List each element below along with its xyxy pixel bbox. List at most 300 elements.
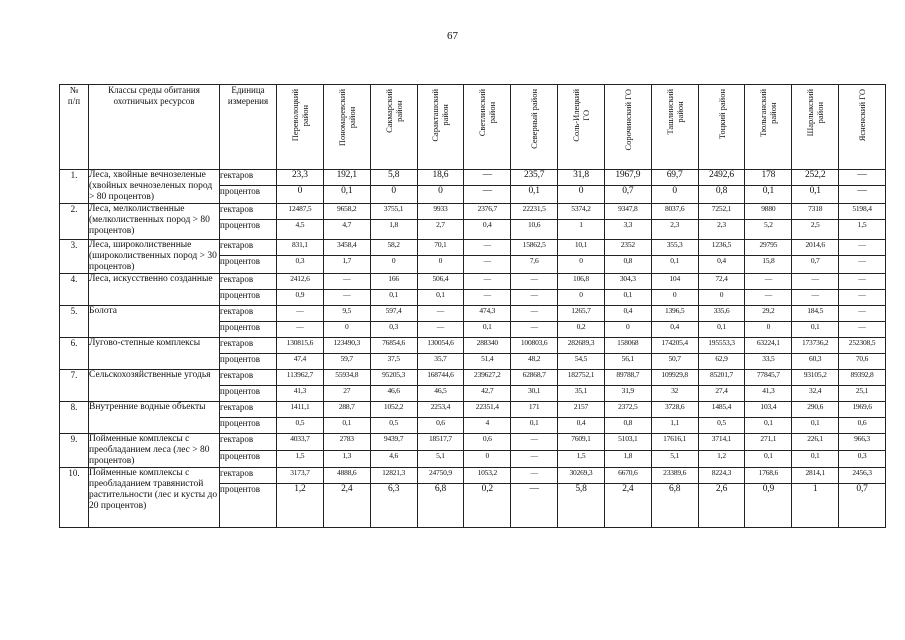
value-percent: 0	[558, 290, 605, 306]
value-hectares: 62868,7	[511, 370, 558, 386]
row-number: 10.	[60, 468, 89, 528]
row-number: 2.	[60, 204, 89, 240]
value-percent: 0	[370, 186, 417, 204]
header-district: Светлинский район	[464, 85, 511, 170]
unit-hectares: гектаров	[220, 204, 277, 220]
habitat-class: Леса, мелколиственные (мелколиственных пород > 80 процентов)	[89, 204, 220, 240]
unit-hectares: гектаров	[220, 370, 277, 386]
table-row	[60, 370, 886, 386]
table-body	[60, 170, 886, 528]
value-hectares: 17616,1	[651, 434, 698, 451]
value-hectares: 103,4	[745, 402, 792, 418]
value-percent: 46,5	[417, 386, 464, 402]
unit-hectares: гектаров	[220, 306, 277, 322]
value-percent: —	[839, 186, 886, 204]
header-district: Переволоцкий район	[277, 85, 324, 170]
value-percent: 0,1	[792, 322, 839, 338]
value-percent: 2,3	[698, 220, 745, 240]
value-hectares: 130054,6	[417, 338, 464, 354]
row-number: 6.	[60, 338, 89, 370]
header-district: Тоцкий район	[698, 85, 745, 170]
value-hectares: 30269,3	[558, 468, 605, 484]
header-num: № п/п	[60, 85, 89, 170]
row-number: 8.	[60, 402, 89, 434]
value-percent: 41,3	[745, 386, 792, 402]
value-percent: 5,2	[745, 220, 792, 240]
value-percent: 30,1	[511, 386, 558, 402]
value-hectares: 89392,8	[839, 370, 886, 386]
value-hectares: 76854,6	[370, 338, 417, 354]
header-district: Тюльганский район	[745, 85, 792, 170]
value-percent: 4	[464, 418, 511, 434]
value-hectares: 171	[511, 402, 558, 418]
value-hectares: 69,7	[651, 170, 698, 186]
value-percent: 0,2	[464, 484, 511, 528]
value-percent: 1	[558, 220, 605, 240]
value-hectares: —	[511, 434, 558, 451]
value-hectares: 31,8	[558, 170, 605, 186]
value-percent: 0	[698, 290, 745, 306]
value-percent: 0,8	[698, 186, 745, 204]
value-percent: 2,4	[323, 484, 370, 528]
value-hectares: —	[745, 274, 792, 290]
value-hectares: 226,1	[792, 434, 839, 451]
habitat-class: Пойменные комплексы с преобладанием леса (лес > 80 процентов)	[89, 434, 220, 468]
value-percent: 10,6	[511, 220, 558, 240]
value-percent: 0,1	[745, 418, 792, 434]
value-percent: 0,1	[323, 418, 370, 434]
value-percent: 0,1	[745, 186, 792, 204]
value-percent: —	[511, 322, 558, 338]
value-hectares: 77845,7	[745, 370, 792, 386]
value-hectares: 3173,7	[277, 468, 324, 484]
value-hectares: 252,2	[792, 170, 839, 186]
unit-percent: процентов	[220, 220, 277, 240]
value-percent: 0,1	[651, 256, 698, 274]
value-hectares: 5374,2	[558, 204, 605, 220]
habitat-class: Сельскохозяйственные угодья	[89, 370, 220, 402]
value-percent: —	[511, 451, 558, 468]
value-hectares: 335,6	[698, 306, 745, 322]
table-row	[60, 274, 886, 290]
value-percent: 27	[323, 386, 370, 402]
value-hectares: 3714,1	[698, 434, 745, 451]
value-percent: 0	[604, 322, 651, 338]
habitat-class: Болота	[89, 306, 220, 338]
value-percent: 1,5	[839, 220, 886, 240]
unit-hectares: гектаров	[220, 434, 277, 451]
value-percent: 0,4	[698, 256, 745, 274]
value-percent: 0,9	[277, 290, 324, 306]
value-hectares: 5198,4	[839, 204, 886, 220]
table-row	[60, 240, 886, 256]
value-percent: 6,8	[417, 484, 464, 528]
value-hectares: 4033,7	[277, 434, 324, 451]
value-percent: 5,1	[417, 451, 464, 468]
value-percent: 0	[651, 186, 698, 204]
value-hectares: —	[511, 306, 558, 322]
value-hectares: 474,3	[464, 306, 511, 322]
value-hectares: 2783	[323, 434, 370, 451]
value-hectares: 1485,4	[698, 402, 745, 418]
value-percent: —	[464, 290, 511, 306]
value-percent: 47,4	[277, 354, 324, 370]
unit-percent: процентов	[220, 290, 277, 306]
row-number: 4.	[60, 274, 89, 306]
value-hectares: 290,6	[792, 402, 839, 418]
value-percent: 0	[651, 290, 698, 306]
value-hectares: —	[464, 240, 511, 256]
row-number: 3.	[60, 240, 89, 274]
value-hectares: 166	[370, 274, 417, 290]
value-percent: 7,6	[511, 256, 558, 274]
value-percent: 0	[277, 186, 324, 204]
value-percent: 0	[745, 322, 792, 338]
unit-hectares: гектаров	[220, 170, 277, 186]
value-hectares: 95205,3	[370, 370, 417, 386]
unit-hectares: гектаров	[220, 468, 277, 484]
value-hectares: 123490,3	[323, 338, 370, 354]
value-percent: 42,7	[464, 386, 511, 402]
habitat-class: Пойменные комплексы с преобладанием травянистой растительности (лес и кусты до 20 процентов)	[89, 468, 220, 528]
value-percent: 6,8	[651, 484, 698, 528]
page-number: 67	[447, 30, 458, 42]
value-hectares: 85201,7	[698, 370, 745, 386]
value-hectares: 8037,6	[651, 204, 698, 220]
value-percent: 0,1	[792, 186, 839, 204]
value-hectares: 8224,3	[698, 468, 745, 484]
header-district: Пономаревский район	[323, 85, 370, 170]
row-number: 1.	[60, 170, 89, 204]
value-hectares: 22351,4	[464, 402, 511, 418]
header-district: Северный район	[511, 85, 558, 170]
unit-percent: процентов	[220, 451, 277, 468]
value-hectares: 304,3	[604, 274, 651, 290]
value-hectares: 966,3	[839, 434, 886, 451]
value-hectares: —	[511, 274, 558, 290]
value-percent: 0,1	[604, 290, 651, 306]
value-hectares: 2456,3	[839, 468, 886, 484]
value-percent: 5,1	[651, 451, 698, 468]
value-percent: 46,6	[370, 386, 417, 402]
value-hectares: 1265,7	[558, 306, 605, 322]
habitat-class: Леса, искусственно созданные	[89, 274, 220, 306]
value-percent: —	[839, 322, 886, 338]
value-percent: 1,8	[604, 451, 651, 468]
header-district: Сакмарский район	[370, 85, 417, 170]
value-percent: 0,8	[604, 418, 651, 434]
value-hectares: 5,8	[370, 170, 417, 186]
value-hectares: 7318	[792, 204, 839, 220]
value-percent: 2,7	[417, 220, 464, 240]
value-hectares: 597,4	[370, 306, 417, 322]
value-hectares: 1411,1	[277, 402, 324, 418]
value-percent: 2,4	[604, 484, 651, 528]
value-hectares: 158068	[604, 338, 651, 354]
table-header	[60, 85, 886, 170]
value-hectares: 7252,1	[698, 204, 745, 220]
value-hectares: 3728,6	[651, 402, 698, 418]
value-hectares: 1053,2	[464, 468, 511, 484]
habitat-class: Леса, хвойные вечнозеленые (хвойных вечнозеленых пород > 80 процентов)	[89, 170, 220, 204]
value-hectares: —	[323, 274, 370, 290]
unit-hectares: гектаров	[220, 274, 277, 290]
value-hectares: 1052,2	[370, 402, 417, 418]
value-percent: 1,7	[323, 256, 370, 274]
value-hectares: 1967,9	[604, 170, 651, 186]
value-percent: 2,6	[698, 484, 745, 528]
value-hectares: 72,4	[698, 274, 745, 290]
value-percent: 0,4	[558, 418, 605, 434]
value-percent: —	[839, 290, 886, 306]
value-hectares: —	[464, 274, 511, 290]
value-percent: 1,3	[323, 451, 370, 468]
value-hectares: 3755,1	[370, 204, 417, 220]
value-hectares: 174205,4	[651, 338, 698, 354]
value-percent: 0,5	[370, 418, 417, 434]
value-percent: 0,4	[464, 220, 511, 240]
value-percent: 50,7	[651, 354, 698, 370]
value-percent: 0	[417, 186, 464, 204]
header-unit: Единица измерения	[220, 85, 277, 170]
value-percent: 51,4	[464, 354, 511, 370]
value-percent: 0,5	[698, 418, 745, 434]
header-district: Соль-Илецкий ГО	[558, 85, 605, 170]
value-percent: 0,1	[464, 322, 511, 338]
value-hectares: 0,6	[464, 434, 511, 451]
value-percent: 0,5	[277, 418, 324, 434]
value-hectares: 29795	[745, 240, 792, 256]
value-percent: 0,1	[792, 451, 839, 468]
value-percent: 48,2	[511, 354, 558, 370]
value-hectares: 9658,2	[323, 204, 370, 220]
unit-percent: процентов	[220, 418, 277, 434]
value-hectares: —	[839, 240, 886, 256]
value-percent: 0,9	[745, 484, 792, 528]
value-hectares: 192,1	[323, 170, 370, 186]
value-percent: —	[464, 256, 511, 274]
value-hectares: 7609,1	[558, 434, 605, 451]
value-hectares: —	[277, 306, 324, 322]
value-hectares: 2014,6	[792, 240, 839, 256]
value-percent: 2,3	[651, 220, 698, 240]
value-hectares: —	[511, 468, 558, 484]
value-percent: 37,5	[370, 354, 417, 370]
value-hectares: 70,1	[417, 240, 464, 256]
value-percent: 0,4	[651, 322, 698, 338]
value-percent: 0,2	[558, 322, 605, 338]
value-hectares: 506,4	[417, 274, 464, 290]
header-district: Ясненский ГО	[839, 85, 886, 170]
value-percent: 0,8	[604, 256, 651, 274]
value-hectares: —	[839, 170, 886, 186]
value-percent: 5,8	[558, 484, 605, 528]
value-hectares: 12821,3	[370, 468, 417, 484]
value-percent: 1,2	[277, 484, 324, 528]
value-percent: 0,1	[792, 418, 839, 434]
value-hectares: 195553,3	[698, 338, 745, 354]
unit-percent: процентов	[220, 354, 277, 370]
unit-hectares: гектаров	[220, 402, 277, 418]
value-hectares: 9880	[745, 204, 792, 220]
value-hectares: 106,8	[558, 274, 605, 290]
value-hectares: 252308,5	[839, 338, 886, 354]
value-hectares: 2253,4	[417, 402, 464, 418]
value-percent: 0,1	[370, 290, 417, 306]
row-number: 5.	[60, 306, 89, 338]
unit-percent: процентов	[220, 322, 277, 338]
value-percent: —	[792, 290, 839, 306]
value-percent: 1,8	[370, 220, 417, 240]
value-percent: —	[464, 186, 511, 204]
value-hectares: 55934,8	[323, 370, 370, 386]
table-row	[60, 170, 886, 186]
value-hectares: 2157	[558, 402, 605, 418]
value-percent: 60,3	[792, 354, 839, 370]
value-percent: 0,6	[839, 418, 886, 434]
value-hectares: 182752,1	[558, 370, 605, 386]
value-hectares: 271,1	[745, 434, 792, 451]
habitat-class: Внутренние водные объекты	[89, 402, 220, 434]
value-percent: 0	[558, 256, 605, 274]
value-percent: 0,1	[745, 451, 792, 468]
value-percent: 0,7	[792, 256, 839, 274]
value-hectares: 109929,8	[651, 370, 698, 386]
value-percent: 25,1	[839, 386, 886, 402]
row-number: 9.	[60, 434, 89, 468]
value-hectares: 5103,1	[604, 434, 651, 451]
header-class: Классы среды обитания охотничьих ресурсов	[89, 85, 220, 170]
value-hectares: 235,7	[511, 170, 558, 186]
value-hectares: 0,4	[604, 306, 651, 322]
value-percent: 32,4	[792, 386, 839, 402]
value-hectares: 18,6	[417, 170, 464, 186]
value-hectares: 9439,7	[370, 434, 417, 451]
value-percent: 0,7	[839, 484, 886, 528]
habitat-class: Леса, широколиственные (широколиственных пород > 30 процентов)	[89, 240, 220, 274]
header-district: Шарлыкский район	[792, 85, 839, 170]
value-hectares: 2492,6	[698, 170, 745, 186]
header-district: Ташлинский район	[651, 85, 698, 170]
table-row	[60, 468, 886, 484]
value-hectares: 178	[745, 170, 792, 186]
value-hectares: 22231,5	[511, 204, 558, 220]
value-hectares: 29,2	[745, 306, 792, 322]
header-district: Сорочинский ГО	[604, 85, 651, 170]
value-percent: 35,1	[558, 386, 605, 402]
value-percent: 54,5	[558, 354, 605, 370]
value-percent: 0,1	[698, 322, 745, 338]
unit-percent: процентов	[220, 386, 277, 402]
value-hectares: 355,3	[651, 240, 698, 256]
value-percent: 56,1	[604, 354, 651, 370]
value-hectares: 831,1	[277, 240, 324, 256]
value-hectares: 239627,2	[464, 370, 511, 386]
value-hectares: 58,2	[370, 240, 417, 256]
value-hectares: 10,1	[558, 240, 605, 256]
value-percent: 6,3	[370, 484, 417, 528]
value-percent: 1,5	[277, 451, 324, 468]
value-hectares: 100803,6	[511, 338, 558, 354]
table-row	[60, 204, 886, 220]
value-hectares: 6670,6	[604, 468, 651, 484]
value-hectares: 4888,6	[323, 468, 370, 484]
value-percent: 35,7	[417, 354, 464, 370]
value-percent: —	[511, 290, 558, 306]
value-percent: 32	[651, 386, 698, 402]
value-hectares: 89788,7	[604, 370, 651, 386]
value-hectares: 282689,3	[558, 338, 605, 354]
value-hectares: 23389,6	[651, 468, 698, 484]
value-hectares: 288,7	[323, 402, 370, 418]
value-hectares: 2376,7	[464, 204, 511, 220]
value-percent: 0,3	[839, 451, 886, 468]
value-percent: 1,1	[651, 418, 698, 434]
value-percent: 0	[370, 256, 417, 274]
table-row	[60, 402, 886, 418]
value-percent: 1,2	[698, 451, 745, 468]
value-hectares: 2352	[604, 240, 651, 256]
value-hectares: 3458,4	[323, 240, 370, 256]
unit-percent: процентов	[220, 256, 277, 274]
unit-hectares: гектаров	[220, 338, 277, 354]
habitat-class: Лугово-степные комплексы	[89, 338, 220, 370]
unit-percent: процентов	[220, 484, 277, 528]
header-district: Саракташский район	[417, 85, 464, 170]
value-percent: 0,3	[277, 256, 324, 274]
value-percent: 2,5	[792, 220, 839, 240]
unit-percent: процентов	[220, 186, 277, 204]
value-hectares: 1396,5	[651, 306, 698, 322]
value-hectares: —	[464, 170, 511, 186]
value-hectares: —	[839, 274, 886, 290]
value-hectares: 23,3	[277, 170, 324, 186]
value-hectares: 9933	[417, 204, 464, 220]
table-row	[60, 306, 886, 322]
value-hectares: —	[792, 274, 839, 290]
value-hectares: 2814,1	[792, 468, 839, 484]
value-percent: 0,1	[323, 186, 370, 204]
value-hectares: 93105,2	[792, 370, 839, 386]
value-hectares: 12487,5	[277, 204, 324, 220]
value-hectares: 184,5	[792, 306, 839, 322]
value-hectares: —	[417, 306, 464, 322]
value-percent: 0,1	[511, 418, 558, 434]
value-hectares: 288340	[464, 338, 511, 354]
value-hectares: 18517,7	[417, 434, 464, 451]
value-percent: 4,6	[370, 451, 417, 468]
value-hectares: 173736,2	[792, 338, 839, 354]
value-percent: 1	[792, 484, 839, 528]
value-percent: 15,8	[745, 256, 792, 274]
value-percent: 4,5	[277, 220, 324, 240]
value-percent: 33,5	[745, 354, 792, 370]
value-hectares: 168744,6	[417, 370, 464, 386]
value-percent: 59,7	[323, 354, 370, 370]
unit-hectares: гектаров	[220, 240, 277, 256]
value-percent: 4,7	[323, 220, 370, 240]
value-percent: 0,7	[604, 186, 651, 204]
value-percent: 0,1	[417, 290, 464, 306]
value-hectares: 2372,5	[604, 402, 651, 418]
value-percent: 62,9	[698, 354, 745, 370]
value-percent: 27,4	[698, 386, 745, 402]
value-percent: 3,3	[604, 220, 651, 240]
value-percent: 0,3	[370, 322, 417, 338]
value-hectares: 63224,1	[745, 338, 792, 354]
value-percent: 1,5	[558, 451, 605, 468]
value-hectares: —	[839, 306, 886, 322]
